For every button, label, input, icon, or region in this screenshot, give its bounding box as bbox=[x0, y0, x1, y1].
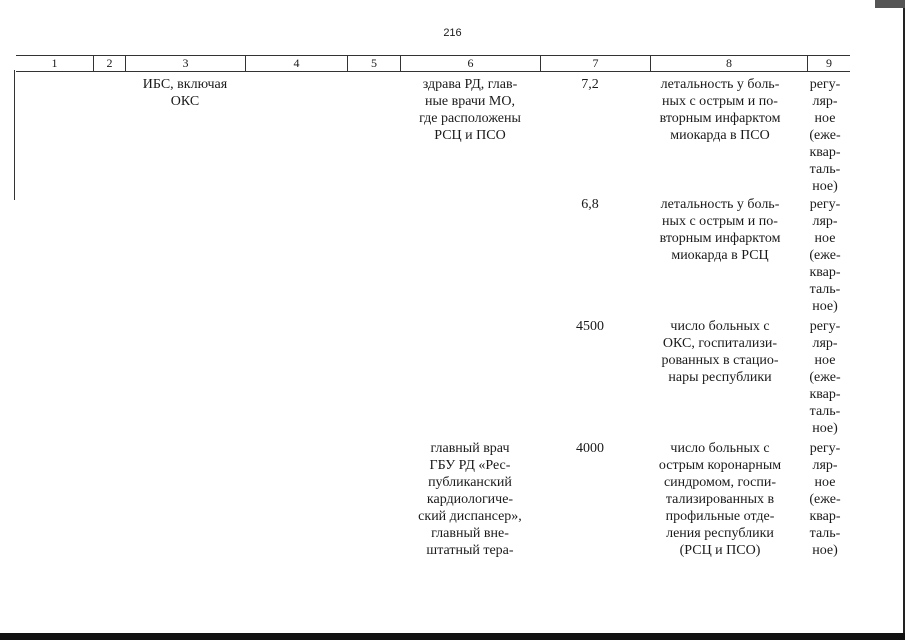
table-header-row bbox=[16, 55, 850, 72]
table-left-border bbox=[14, 70, 15, 200]
disease-cell: ИБС, включая ОКС bbox=[142, 77, 228, 109]
page-number: 216 bbox=[443, 27, 462, 39]
period-cell: регу- ляр- ное (еже- квар- таль- ное) bbox=[809, 319, 841, 436]
period-cell: регу- ляр- ное (еже- квар- таль- ное) bbox=[809, 197, 841, 314]
responsible-cell-1: здрава РД, глав- ные врачи МО, где расположены РСЦ и ПСО bbox=[419, 77, 521, 143]
header-col-1: 1 bbox=[51, 56, 58, 70]
header-col-6: 6 bbox=[400, 56, 540, 71]
value-cell: 6,8 bbox=[581, 197, 599, 212]
scan-top-edge bbox=[875, 0, 905, 8]
header-col-4: 4 bbox=[245, 56, 347, 71]
indicator-cell: число больных с ОКС, госпитализи- рованных в стацио- нары республики bbox=[661, 319, 779, 385]
header-col-7: 7 bbox=[540, 56, 650, 71]
header-col-9: 9 bbox=[807, 56, 850, 71]
value-cell: 7,2 bbox=[581, 77, 599, 92]
indicator-cell: летальность у боль- ных с острым и по- вторным инфарктом миокарда в РСЦ bbox=[659, 197, 781, 263]
scan-bottom-edge bbox=[0, 633, 905, 640]
indicator-cell: летальность у боль- ных с острым и по- вторным инфарктом миокарда в ПСО bbox=[659, 77, 781, 143]
period-cell: регу- ляр- ное (еже- квар- таль- ное) bbox=[809, 441, 841, 558]
responsible-cell-2: главный врач ГБУ РД «Рес- публиканский кардиологиче- ский диспансер», главный вне- штатный тера- bbox=[418, 441, 522, 558]
value-cell: 4500 bbox=[576, 319, 604, 334]
header-col-3: 3 bbox=[125, 56, 245, 71]
header-col-5: 5 bbox=[347, 56, 400, 71]
header-col-8: 8 bbox=[650, 56, 807, 71]
indicator-cell: число больных с острым коронарным синдромом, госпи- тализированных в профильные отде- ления республики (РСЦ и ПСО) bbox=[658, 441, 782, 558]
value-cell: 4000 bbox=[576, 441, 604, 456]
period-cell: регу- ляр- ное (еже- квар- таль- ное) bbox=[809, 77, 841, 194]
header-col-2: 2 bbox=[93, 56, 125, 71]
